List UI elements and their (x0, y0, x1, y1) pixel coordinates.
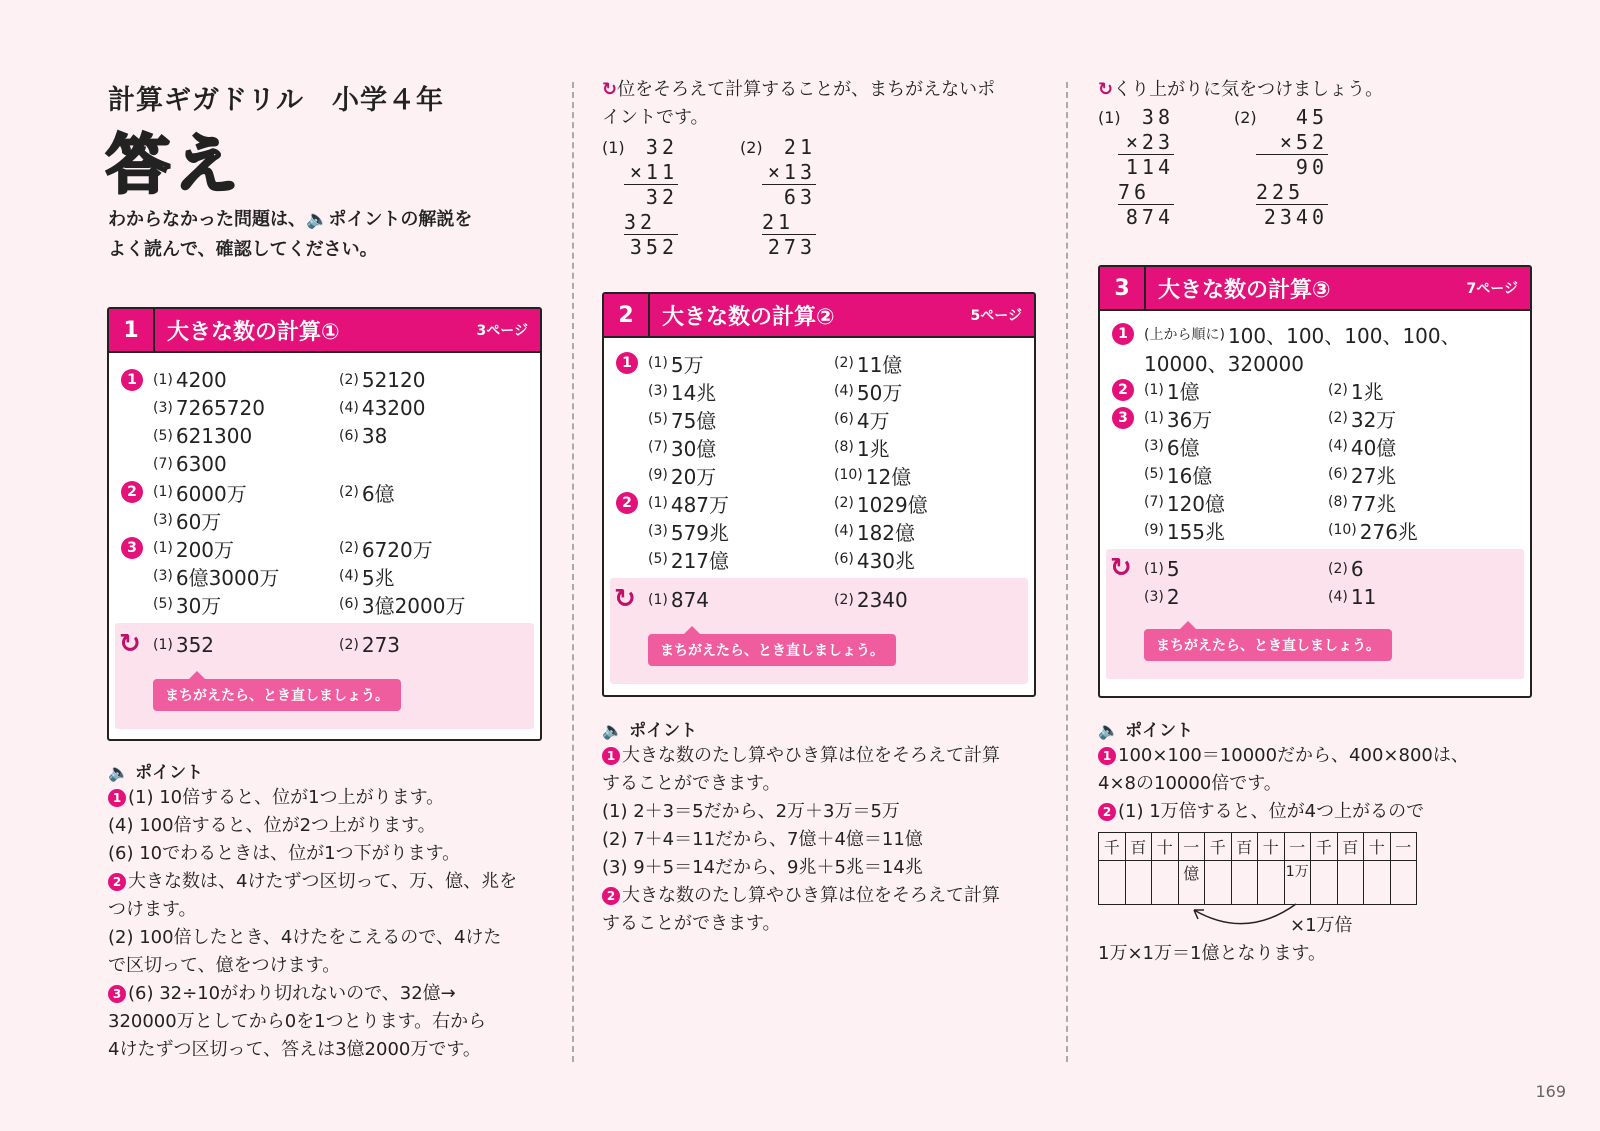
box-header (604, 294, 1034, 338)
speaker-icon: 🔈 (602, 721, 624, 741)
multiplication-3: 38 ×23 114 76 874 (1118, 105, 1174, 229)
answer-row: (2) 6億 (339, 481, 395, 506)
box-header (1100, 267, 1530, 311)
multiplication-2: 21 ×13 63 21 273 (762, 135, 816, 259)
place-cell: 百 (1231, 833, 1258, 861)
point-line: 2 大きな数は、4けたずつ区切って、万、億、兆を (108, 868, 517, 896)
answer-row: (2) 52120 (339, 368, 426, 392)
point-heading-3: 🔈 ポイント (1098, 721, 1194, 741)
point-line: 1 大きな数のたし算やひき算は位をそろえて計算 (602, 742, 1000, 770)
box-page: 7ページ (1466, 281, 1518, 297)
point-line: 320000万としてから0を1つとります。右から (108, 1011, 487, 1032)
page-number: 169 (1535, 1082, 1566, 1101)
answer-row: (9) 155兆 (1144, 519, 1226, 544)
marker-1: 1 (121, 369, 143, 391)
answer-box-3 (1098, 265, 1532, 698)
answer-row: (7) 30億 (648, 436, 717, 461)
place-cell: 百 (1337, 833, 1364, 861)
redo-icon: ↻ (1110, 553, 1132, 583)
answer-row: (5) 621300 (153, 424, 253, 448)
answer-row: (6) 3億2000万 (339, 593, 466, 618)
answer-row: (1) 487万 (648, 492, 730, 517)
redo-bubble: まちがえたら、とき直しましょう。 (1144, 629, 1392, 661)
place-cell: 千 (1099, 833, 1126, 861)
answer-row: (5) 217億 (648, 548, 730, 573)
mult-label: (2) (740, 138, 763, 157)
point-heading-1: 🔈 ポイント (108, 763, 204, 783)
marker-2: 2 (616, 492, 638, 514)
redo-icon: ↻ (614, 584, 636, 614)
point-line: つけます。 (108, 899, 197, 920)
point-line: 1 100×100＝10000だから、400×800は、 (1098, 742, 1469, 770)
answer-row: (6) 430兆 (834, 548, 916, 573)
point-line: 2 (1) 1万倍すると、位が4つ上がるので (1098, 798, 1424, 826)
multiplication-1: 32 ×11 32 32 352 (624, 135, 678, 259)
answer-box-2 (602, 292, 1036, 697)
point-line: (3) 9＋5＝14だから、9兆＋5兆＝14兆 (602, 857, 923, 878)
redo-bubble: まちがえたら、とき直しましょう。 (648, 634, 896, 666)
answer-row: (10) 12億 (834, 464, 912, 489)
place-arrow (1186, 900, 1306, 934)
place-cell: 千 (1311, 833, 1338, 861)
marker-2: 2 (1098, 803, 1116, 821)
redo-icon: ↻ (1098, 79, 1114, 100)
redo-row: (4) 11 (1328, 585, 1377, 609)
answer-row: (4) 50万 (834, 380, 903, 405)
box-title: 大きな数の計算③ (1158, 277, 1331, 303)
point-line: 4×8の10000倍です。 (1098, 773, 1282, 794)
redo-section (1106, 549, 1524, 679)
place-cell: 千 (1205, 833, 1232, 861)
answer-row: (3) 14兆 (648, 380, 717, 405)
answer-row: (5) 75億 (648, 408, 717, 433)
marker-2: 2 (121, 481, 143, 503)
marker-1: 1 (1112, 323, 1134, 345)
speaker-icon: 🔈 (306, 209, 329, 230)
answer-row: (5) 30万 (153, 593, 222, 618)
answer-row: (2) 11億 (834, 352, 903, 377)
speaker-icon: 🔈 (1098, 721, 1120, 741)
redo-icon: ↻ (119, 629, 141, 659)
answer-row: (7) 120億 (1144, 491, 1226, 516)
answer-row: (3) 6億3000万 (153, 565, 280, 590)
point-line: (6) 10でわるときは、位が1つ下がります。 (108, 843, 461, 864)
redo-row: (2) 6 (1328, 557, 1364, 581)
place-arrow-label: ×1万倍 (1290, 915, 1353, 936)
point-line: 1 (1) 10倍すると、位が1つ上がります。 (108, 784, 444, 812)
point-line: (2) 7＋4＝11だから、7億＋4億＝11億 (602, 829, 923, 850)
box-number: 3 (1100, 267, 1146, 309)
place-man: 1万 (1284, 861, 1311, 905)
redo-row: (1) 874 (648, 588, 710, 612)
answer-row: (1) 200万 (153, 537, 235, 562)
redo-row: (1) 5 (1144, 557, 1180, 581)
marker-1: 1 (616, 352, 638, 374)
place-value-table (1098, 832, 1417, 905)
redo-icon: ↻ (602, 79, 618, 100)
point-line: 3 (6) 32÷10がわり切れないので、32億→ (108, 980, 456, 1008)
answer-row: (6) 27兆 (1328, 463, 1397, 488)
redo-section (115, 623, 534, 729)
redo-section (610, 578, 1028, 684)
box-title: 大きな数の計算① (167, 319, 340, 345)
answer-row: (7) 6300 (153, 452, 227, 476)
answer-row: (4) 5兆 (339, 565, 395, 590)
answer-row: (6) 38 (339, 424, 388, 448)
point-line: 1万×1万＝1億となります。 (1098, 943, 1326, 964)
box-header (109, 309, 540, 353)
answer-row: (2) 1029億 (834, 492, 928, 517)
place-oku: 億 (1178, 861, 1205, 905)
answer-row: (8) 77兆 (1328, 491, 1397, 516)
answer-row: (3) 579兆 (648, 520, 730, 545)
column-divider-1 (572, 82, 574, 1062)
point-line: (1) 2＋3＝5だから、2万＋3万＝5万 (602, 801, 900, 822)
answer-row: (6) 4万 (834, 408, 890, 433)
answer-row: (3) 60万 (153, 509, 222, 534)
answer-row: (1) 4200 (153, 368, 227, 392)
answer-row: (2) 6720万 (339, 537, 433, 562)
redo-row: (3) 2 (1144, 585, 1180, 609)
place-cell: 一 (1178, 833, 1205, 861)
answer-row: 10000、320000 (1144, 351, 1304, 376)
tip-text-3: ↻くり上がりに気をつけましょう。 (1098, 79, 1384, 100)
redo-row: (2) 2340 (834, 588, 908, 612)
box-page: 5ページ (970, 308, 1022, 324)
point-line: (2) 100倍したとき、4けたをこえるので、4けた (108, 927, 502, 948)
intro-text: わからなかった問題は、🔈ポイントの解説を よく読んで、確認してください。 (108, 209, 473, 260)
book-title: 計算ギガドリル 小学４年 (108, 85, 444, 116)
place-cell: 一 (1390, 833, 1417, 861)
answer-row: (8) 1兆 (834, 436, 890, 461)
multiplication-4: 45 ×52 90 225 2340 (1256, 105, 1328, 229)
mult-label: (1) (602, 138, 625, 157)
place-cell: 十 (1364, 833, 1391, 861)
speaker-icon: 🔈 (108, 763, 130, 783)
redo-bubble: まちがえたら、とき直しましょう。 (153, 679, 401, 711)
answer-row: (1) 6000万 (153, 481, 247, 506)
point-line: 4けたずつ区切って、答えは3億2000万です。 (108, 1039, 481, 1060)
box-number: 1 (109, 309, 155, 351)
marker-2: 2 (1112, 379, 1134, 401)
point-line: (4) 100倍すると、位が2つ上がります。 (108, 815, 436, 836)
answer-row: (3) 6億 (1144, 435, 1200, 460)
answer-row: (2) 1兆 (1328, 379, 1384, 404)
page-title: 答え (106, 129, 242, 203)
answer-row: (9) 20万 (648, 464, 717, 489)
mult-label: (1) (1098, 108, 1121, 127)
box-page: 3ページ (476, 323, 528, 339)
tip-text-2: ↻位をそろえて計算することが、まちがえないポ イントです。 (602, 79, 996, 128)
answer-row: (5) 16億 (1144, 463, 1213, 488)
redo-row: (2) 273 (339, 633, 401, 657)
answer-row: (上から順に) 100、100、100、100、 (1144, 323, 1461, 348)
answer-row: (1) 1億 (1144, 379, 1200, 404)
mult-label: (2) (1234, 108, 1257, 127)
box-number: 2 (604, 294, 650, 336)
column-divider-2 (1066, 82, 1068, 1062)
place-cell: 十 (1152, 833, 1179, 861)
marker-2: 2 (108, 873, 126, 891)
place-cell: 百 (1125, 833, 1152, 861)
answer-row: (2) 32万 (1328, 407, 1397, 432)
marker-1: 1 (108, 789, 126, 807)
place-cell: 一 (1284, 833, 1311, 861)
marker-2: 2 (602, 887, 620, 905)
marker-3: 3 (121, 537, 143, 559)
place-cell: 十 (1258, 833, 1285, 861)
marker-1: 1 (602, 747, 620, 765)
answer-row: (3) 7265720 (153, 396, 265, 420)
answer-row: (4) 43200 (339, 396, 426, 420)
marker-3: 3 (108, 985, 126, 1003)
answer-row: (1) 5万 (648, 352, 704, 377)
answer-row: (10) 276兆 (1328, 519, 1418, 544)
point-line: 2 大きな数のたし算やひき算は位をそろえて計算 (602, 882, 1000, 910)
point-line: で区切って、億をつけます。 (108, 955, 341, 976)
point-heading-2: 🔈 ポイント (602, 721, 698, 741)
point-line: することができます。 (602, 913, 781, 934)
answer-row: (4) 182億 (834, 520, 916, 545)
answer-row: (1) 36万 (1144, 407, 1213, 432)
answer-row: (4) 40億 (1328, 435, 1397, 460)
marker-1: 1 (1098, 747, 1116, 765)
answer-box-1 (107, 307, 542, 741)
point-line: することができます。 (602, 773, 781, 794)
redo-row: (1) 352 (153, 633, 215, 657)
marker-3: 3 (1112, 407, 1134, 429)
box-title: 大きな数の計算② (662, 304, 835, 330)
